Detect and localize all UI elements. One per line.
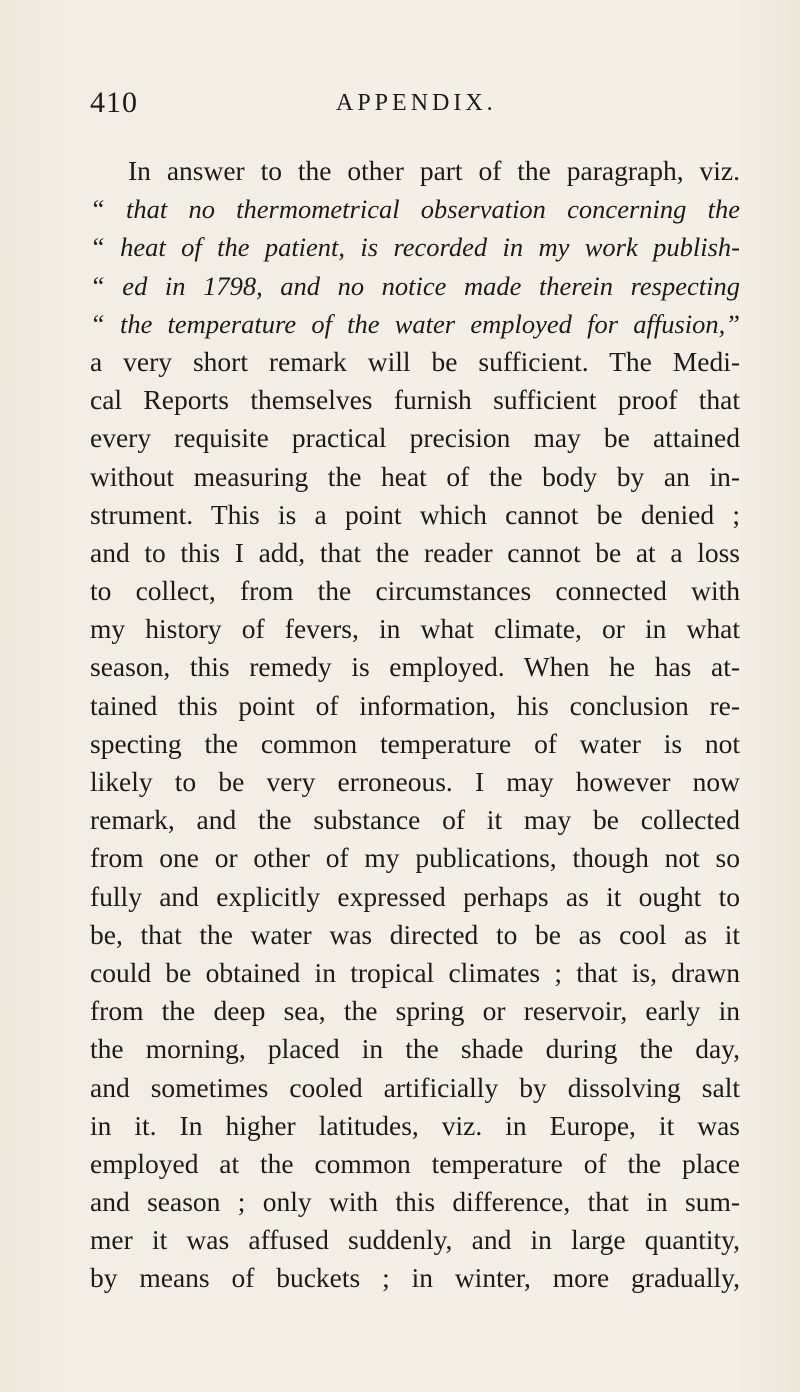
body-text	[90, 152, 740, 1298]
text-line: be, that the water was directed to be as cool as it	[90, 918, 740, 950]
text-line: without measuring the heat of the body by an in-	[90, 460, 740, 492]
text-line: likely to be very erroneous. I may however now	[90, 766, 740, 797]
text-line: every requisite practical precision may be attained	[90, 422, 740, 454]
text-line: my history of fevers, in what climate, or in what	[90, 613, 740, 645]
text-line: In answer to the other part of the paragraph, viz.	[128, 155, 740, 186]
text-line: could be obtained in tropical climates ; that is, drawn	[90, 956, 740, 988]
page-header	[90, 86, 740, 126]
text-line: from one or other of my publications, though not so	[90, 842, 740, 874]
text-line: and season ; only with this difference, that in sum-	[90, 1186, 740, 1218]
text-line: season, this remedy is employed. When he has at-	[90, 651, 740, 683]
text-line: “ heat of the patient, is recorded in my work publish-	[90, 232, 740, 263]
text-line: cal Reports themselves furnish sufficient proof that	[90, 384, 740, 416]
text-line: “ the temperature of the water employed for affusion,”	[90, 308, 740, 339]
text-line: by means of buckets ; in winter, more gradually,	[90, 1262, 740, 1294]
text-line: “ ed in 1798, and no notice made therein respecting	[90, 270, 740, 301]
text-line: and to this I add, that the reader cannot be at a loss	[90, 536, 740, 568]
text-line: remark, and the substance of it may be collected	[90, 804, 740, 836]
text-line: specting the common temperature of water is not	[90, 727, 740, 759]
text-line: the morning, placed in the shade during the day,	[90, 1033, 740, 1065]
text-line: to collect, from the circumstances connected with	[90, 575, 740, 607]
text-line: and sometimes cooled artificially by dissolving salt	[90, 1071, 740, 1103]
text-line: in it. In higher latitudes, viz. in Europe, it was	[90, 1109, 740, 1141]
page-number: 410	[90, 86, 138, 119]
text-line: from the deep sea, the spring or reservoir, early in	[90, 995, 740, 1027]
text-line: fully and explicitly expressed perhaps as it ought to	[90, 880, 740, 912]
text-line: tained this point of information, his conclusion re-	[90, 689, 740, 721]
text-line: “ that no thermometrical observation concerning the	[90, 194, 740, 225]
text-line: a very short remark will be sufficient. The Medi-	[90, 345, 740, 377]
text-line: employed at the common temperature of the place	[90, 1147, 740, 1179]
text-line: mer it was affused suddenly, and in large quantity,	[90, 1224, 740, 1256]
text-line: strument. This is a point which cannot be denied ;	[90, 498, 740, 530]
running-head: APPENDIX.	[336, 90, 497, 116]
